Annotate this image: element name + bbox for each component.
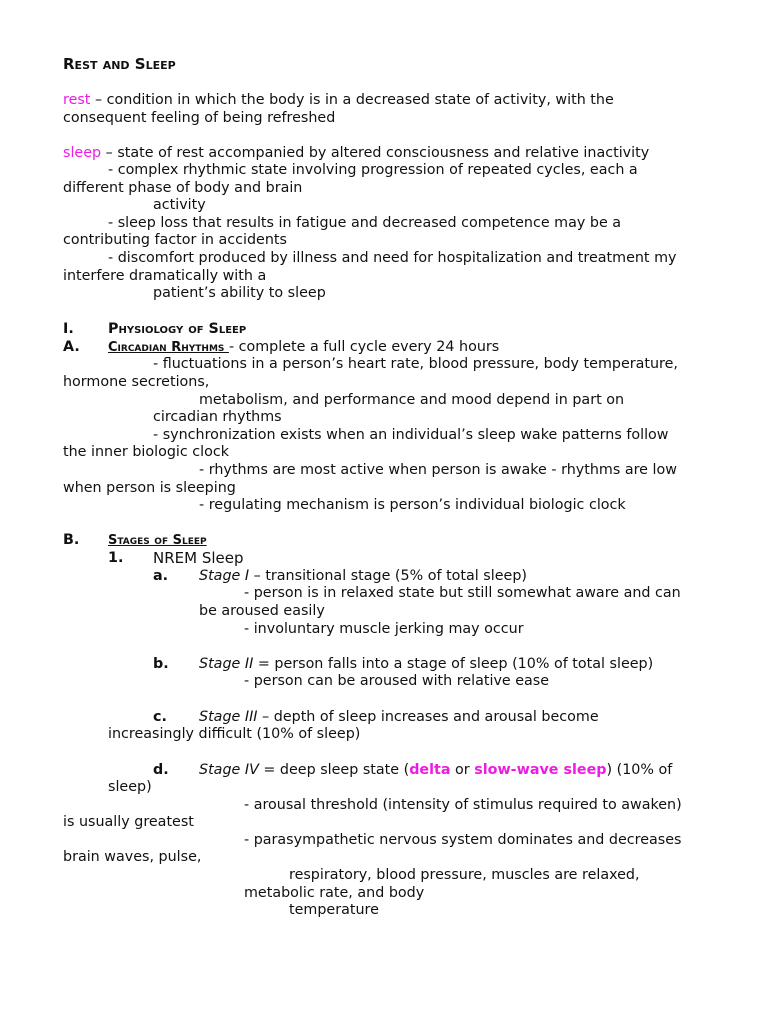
stage-3-letter: c.: [153, 709, 167, 725]
stage-1-letter: a.: [153, 568, 169, 584]
stage-4-line-4: brain waves, pulse,: [63, 849, 202, 865]
circadian-line-1: - fluctuations in a person’s heart rate, blood pressure, body temperature,: [153, 356, 678, 372]
stage-4-letter: d.: [153, 762, 169, 778]
circadian-after: - complete a full cycle every 24 hours: [228, 339, 500, 355]
sleep-def-text: – state of rest accompanied by altered consciousness and relative inactivity: [101, 145, 650, 161]
stage-1-text: – transitional stage (5% of total sleep): [249, 568, 527, 584]
stage-3-label: Stage III: [199, 709, 258, 725]
sleep-point-1-line-2: different phase of body and brain: [63, 180, 303, 196]
sleep-term: sleep: [63, 145, 102, 161]
document-title: Rest and Sleep: [63, 55, 176, 73]
stages-heading: Stages of Sleep: [108, 533, 207, 548]
section-1-heading: Physiology of Sleep: [108, 321, 247, 337]
stage-2-label: Stage II: [199, 656, 254, 672]
sleep-point-1-line-1: - complex rhythmic state involving progression of repeated cycles, each a: [108, 162, 638, 178]
slow-wave-sleep-term: slow-wave sleep: [474, 762, 607, 778]
section-1-number: I.: [63, 321, 74, 337]
stage-4-text-2: ) (10% of: [606, 762, 673, 778]
sleep-point-3-line-1: - discomfort produced by illness and need for hospitalization and treatment my: [108, 250, 677, 266]
circadian-heading: Circadian Rhythms: [108, 340, 229, 355]
circadian-line-6: the inner biologic clock: [63, 444, 230, 460]
stage-4-line-0: sleep): [108, 779, 152, 795]
rest-definition: [63, 92, 614, 110]
rest-term: rest: [63, 92, 91, 108]
nrem-number: 1.: [108, 550, 124, 566]
stage-2-line-1: - person can be aroused with relative ease: [244, 673, 550, 689]
sleep-point-3-line-3: patient’s ability to sleep: [153, 285, 326, 301]
sleep-point-1-line-3: activity: [153, 197, 206, 213]
stage-4-line-2: is usually greatest: [63, 814, 194, 830]
subsection-a-letter: A.: [63, 339, 80, 355]
stage-4-line-1: - arousal threshold (intensity of stimulus required to awaken): [244, 797, 682, 813]
sleep-definition: [63, 145, 649, 163]
circadian-line-9: - regulating mechanism is person’s individual biologic clock: [199, 497, 626, 513]
circadian-line-7: - rhythms are most active when person is awake - rhythms are low: [199, 462, 677, 478]
stage-1-line-3: - involuntary muscle jerking may occur: [244, 621, 524, 637]
stage-2-text: = person falls into a stage of sleep (10% of total sleep): [253, 656, 654, 672]
rest-def-line-2: consequent feeling of being refreshed: [63, 110, 336, 126]
stage-4-text-1: = deep sleep state (: [258, 762, 410, 778]
stage-1-line-2: be aroused easily: [199, 603, 325, 619]
circadian-line-3: metabolism, and performance and mood depend in part on: [199, 392, 625, 408]
stage-4-line-6: metabolic rate, and body: [244, 885, 425, 901]
stage-4-line-3: - parasympathetic nervous system dominates and decreases: [244, 832, 682, 848]
circadian-line-5: - synchronization exists when an individual’s sleep wake patterns follow: [153, 427, 669, 443]
stage-2-letter: b.: [153, 656, 169, 672]
stage-3-text: – depth of sleep increases and arousal become: [257, 709, 599, 725]
stage-1-line-1: - person is in relaxed state but still somewhat aware and can: [244, 585, 681, 601]
nrem-heading: NREM Sleep: [153, 549, 244, 567]
circadian-line-4: circadian rhythms: [153, 409, 282, 425]
stage-4-line: [199, 762, 672, 780]
circadian-heading-line: [108, 339, 499, 357]
sleep-point-2-line-2: contributing factor in accidents: [63, 232, 287, 248]
stage-3-line: [199, 709, 599, 727]
stage-1-label: Stage I: [199, 568, 250, 584]
delta-term: delta: [409, 762, 451, 778]
stage-4-label: Stage IV: [199, 762, 259, 778]
stage-1-line: [199, 568, 527, 586]
stage-4-line-5: respiratory, blood pressure, muscles are relaxed,: [289, 867, 640, 883]
stage-4-line-7: temperature: [289, 902, 379, 918]
subsection-b-letter: B.: [63, 532, 80, 548]
circadian-line-8: when person is sleeping: [63, 480, 236, 496]
stage-2-line: [199, 656, 653, 674]
sleep-point-2-line-1: - sleep loss that results in fatigue and decreased competence may be a: [108, 215, 622, 231]
stage-4-or: or: [450, 762, 475, 778]
rest-def-line-1: – condition in which the body is in a decreased state of activity, with the: [90, 92, 614, 108]
circadian-line-2: hormone secretions,: [63, 374, 210, 390]
sleep-point-3-line-2: interfere dramatically with a: [63, 268, 267, 284]
stage-3-line-1: increasingly difficult (10% of sleep): [108, 726, 361, 742]
